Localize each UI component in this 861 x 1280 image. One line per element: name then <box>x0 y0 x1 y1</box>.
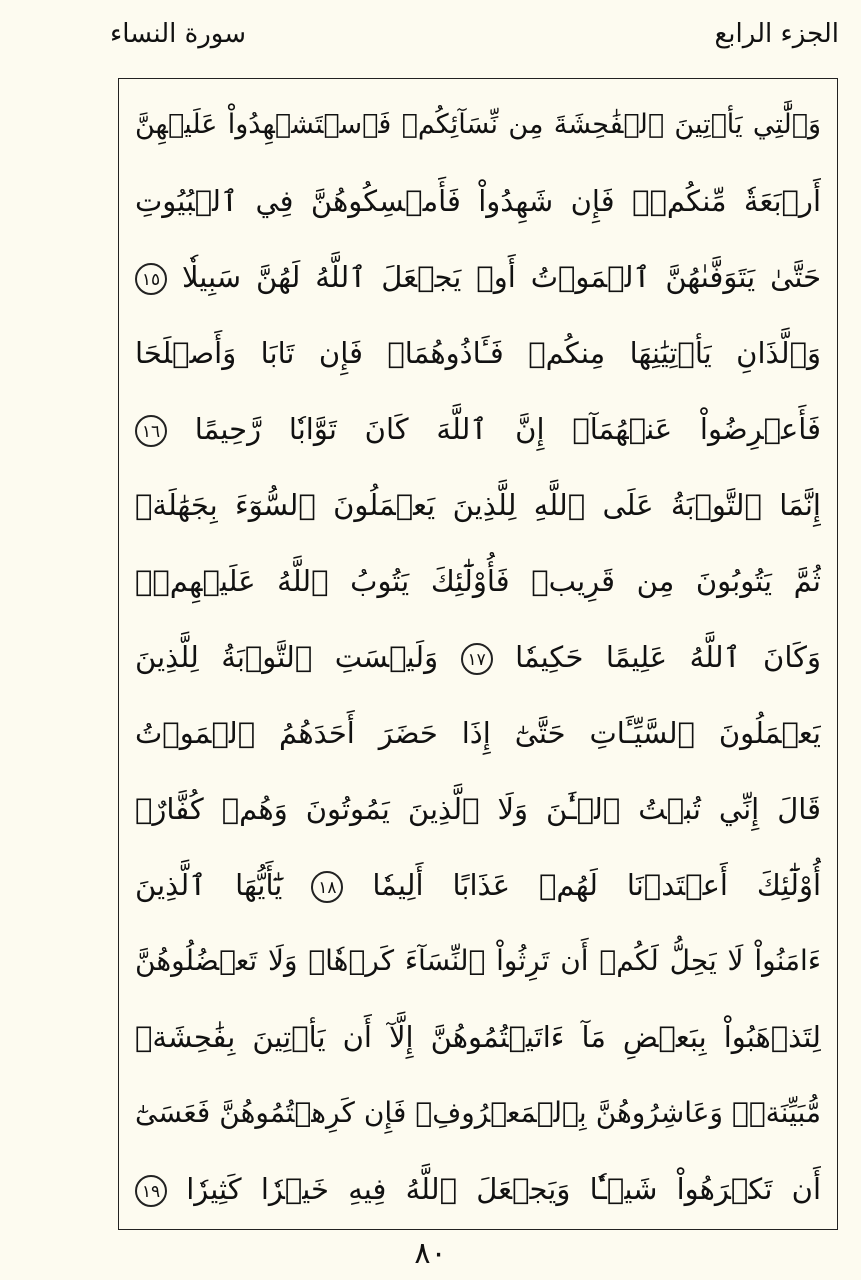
verse-line <box>135 1075 821 1151</box>
verse-line <box>135 315 821 391</box>
verse-line <box>135 847 821 923</box>
ayah-number-marker: ١٥ <box>135 263 167 295</box>
ayah-number-marker: ١٦ <box>135 415 167 447</box>
line-text-continued: يَٰٓأَيُّهَا ٱلَّذِينَ <box>135 868 283 902</box>
line-text: إِنَّمَا ٱلتَّوۡبَةُ عَلَى ٱللَّهِ لِلَّذِينَ يَعۡمَلُونَ ٱلسُّوٓءَ بِجَهَٰلَةٖ <box>135 488 821 522</box>
line-text: ءَامَنُواْ لَا يَحِلُّ لَكُمۡ أَن تَرِثُواْ ٱلنِّسَآءَ كَرۡهٗاۖ وَلَا تَعۡضُلُوهُنَّ <box>135 944 821 977</box>
line-text: حَتَّىٰ يَتَوَفَّىٰهُنَّ ٱلۡمَوۡتُ أَوۡ يَجۡعَلَ ٱللَّهُ لَهُنَّ سَبِيلٗا <box>181 260 821 294</box>
verse-line <box>135 619 821 695</box>
verse-line <box>135 695 821 771</box>
ayah-number-marker: ١٩ <box>135 1175 167 1207</box>
ayah-number-marker: ١٧ <box>461 643 493 675</box>
line-text: وَٱلَّٰتِي يَأۡتِينَ ٱلۡفَٰحِشَةَ مِن نِّسَآئِكُمۡ فَٱسۡتَشۡهِدُواْ عَلَيۡهِنَّ <box>135 109 821 140</box>
ayah-number-marker: ١٨ <box>311 871 343 903</box>
verse-line <box>135 1151 821 1227</box>
verse-lines <box>119 79 837 1229</box>
verse-line <box>135 391 821 467</box>
line-text: مُّبَيِّنَةٖۚ وَعَاشِرُوهُنَّ بِٱلۡمَعۡرُوفِۚ فَإِن كَرِهۡتُمُوهُنَّ فَعَسَىٰٓ <box>135 1096 821 1129</box>
verse-line <box>135 923 821 999</box>
page-frame <box>118 78 838 1230</box>
verse-line <box>135 163 821 239</box>
verse-line <box>135 87 821 163</box>
line-text: أَرۡبَعَةٗ مِّنكُمۡۖ فَإِن شَهِدُواْ فَأَمۡسِكُوهُنَّ فِي ٱلۡبُيُوتِ <box>135 184 821 218</box>
verse-line <box>135 543 821 619</box>
line-text-continued: وَلَيۡسَتِ ٱلتَّوۡبَةُ لِلَّذِينَ <box>135 640 439 674</box>
line-text: أَن تَكۡرَهُواْ شَيۡـٔٗا وَيَجۡعَلَ ٱللَّهُ فِيهِ خَيۡرٗا كَثِيرٗا <box>186 1172 821 1206</box>
verse-line <box>135 239 821 315</box>
verse-line <box>135 999 821 1075</box>
line-text: وَٱلَّذَانِ يَأۡتِيَٰنِهَا مِنكُمۡ فَـَٔاذُوهُمَاۖ فَإِن تَابَا وَأَصۡلَحَا <box>135 336 821 370</box>
line-text: فَأَعۡرِضُواْ عَنۡهُمَآۗ إِنَّ ٱللَّهَ كَانَ تَوَّابٗا رَّحِيمًا <box>194 412 821 446</box>
line-text: يَعۡمَلُونَ ٱلسَّيِّـَٔاتِ حَتَّىٰٓ إِذَا حَضَرَ أَحَدَهُمُ ٱلۡمَوۡتُ <box>135 716 821 750</box>
surah-title: سورة النساء <box>110 19 246 49</box>
line-text: ثُمَّ يَتُوبُونَ مِن قَرِيبٖ فَأُوْلَٰٓئِكَ يَتُوبُ ٱللَّهُ عَلَيۡهِمۡۗ <box>135 564 821 598</box>
line-text: لِتَذۡهَبُواْ بِبَعۡضِ مَآ ءَاتَيۡتُمُوهُنَّ إِلَّآ أَن يَأۡتِينَ بِفَٰحِشَةٖ <box>135 1020 821 1054</box>
juz-title: الجزء الرابع <box>714 19 839 49</box>
verse-line <box>135 467 821 543</box>
page-number: ٨٠ <box>414 1236 447 1271</box>
verse-line <box>135 771 821 847</box>
line-text: قَالَ إِنِّي تُبۡتُ ٱلۡـَٰٔنَ وَلَا ٱلَّذِينَ يَمُوتُونَ وَهُمۡ كُفَّارٌۚ <box>135 792 821 826</box>
line-text: وَكَانَ ٱللَّهُ عَلِيمًا حَكِيمٗا <box>515 640 821 674</box>
line-text: أُوْلَٰٓئِكَ أَعۡتَدۡنَا لَهُمۡ عَذَابًا أَلِيمٗا <box>372 868 821 902</box>
